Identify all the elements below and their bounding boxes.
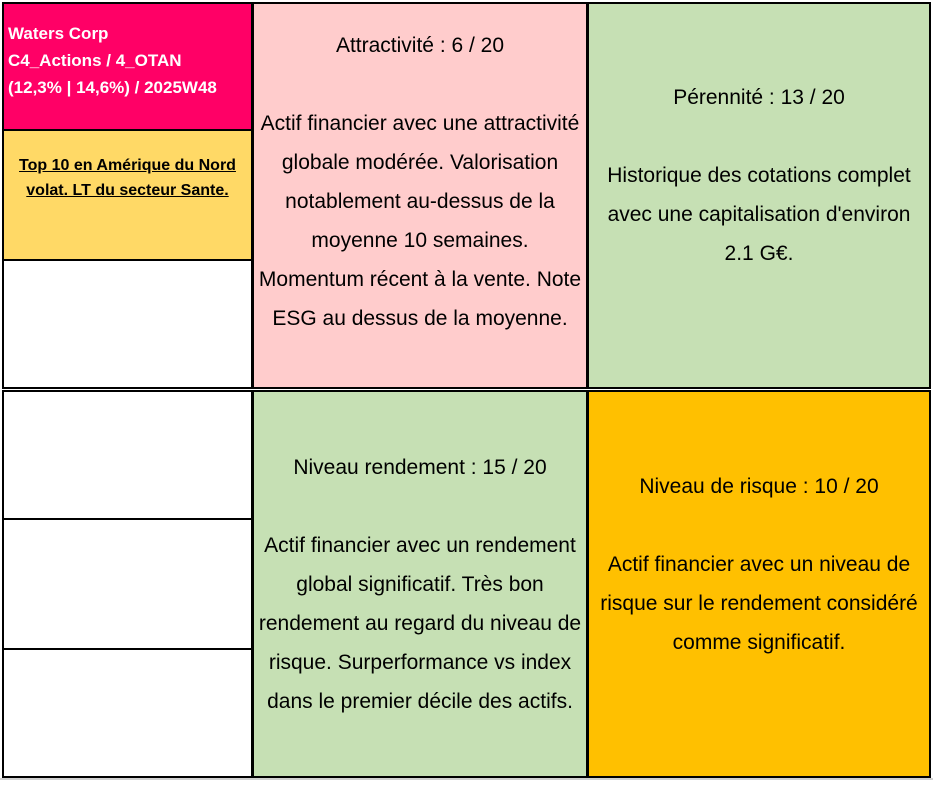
divider <box>0 778 933 780</box>
empty-cell <box>2 518 253 650</box>
perennite-panel <box>587 2 931 389</box>
attractivite-description: Actif financier avec une attractivité globale modérée. Valorisation notablement au-dessus de la moyenne 10 semaines. Momentum récent à la vente. Note ESG au dessus de la moyenne. <box>258 112 582 330</box>
perennite-score: Pérennité : 13 / 20 <box>673 86 845 109</box>
empty-cell <box>2 259 253 389</box>
perennite-description: Historique des cotations complet avec une capitalisation d'environ 2.1 G€. <box>607 164 911 265</box>
risque-description: Actif financier avec un niveau de risque sur le rendement considéré comme significatif. <box>600 552 918 654</box>
risque-panel <box>587 390 931 778</box>
asset-performance: (12,3% | 14,6%) / 2025W48 <box>8 78 217 97</box>
asset-name: Waters Corp <box>8 24 109 43</box>
attractivite-panel <box>252 2 588 389</box>
empty-cell <box>2 390 253 520</box>
ranking-tag-text: Top 10 en Amérique du Nord volat. LT du secteur Sante. <box>19 157 236 199</box>
ranking-tag <box>2 129 253 261</box>
rendement-panel <box>252 390 588 778</box>
risque-score: Niveau de risque : 10 / 20 <box>639 474 879 498</box>
empty-cell <box>2 648 253 778</box>
asset-header <box>2 2 253 131</box>
asset-category: C4_Actions / 4_OTAN <box>8 51 182 70</box>
rendement-description: Actif financier avec un rendement global significatif. Très bon rendement au regard du niveau de risque. Surperformance vs index dans le premier décile des actifs. <box>258 533 582 713</box>
attractivite-score: Attractivité : 6 / 20 <box>335 34 505 57</box>
rendement-score: Niveau rendement : 15 / 20 <box>293 455 547 479</box>
